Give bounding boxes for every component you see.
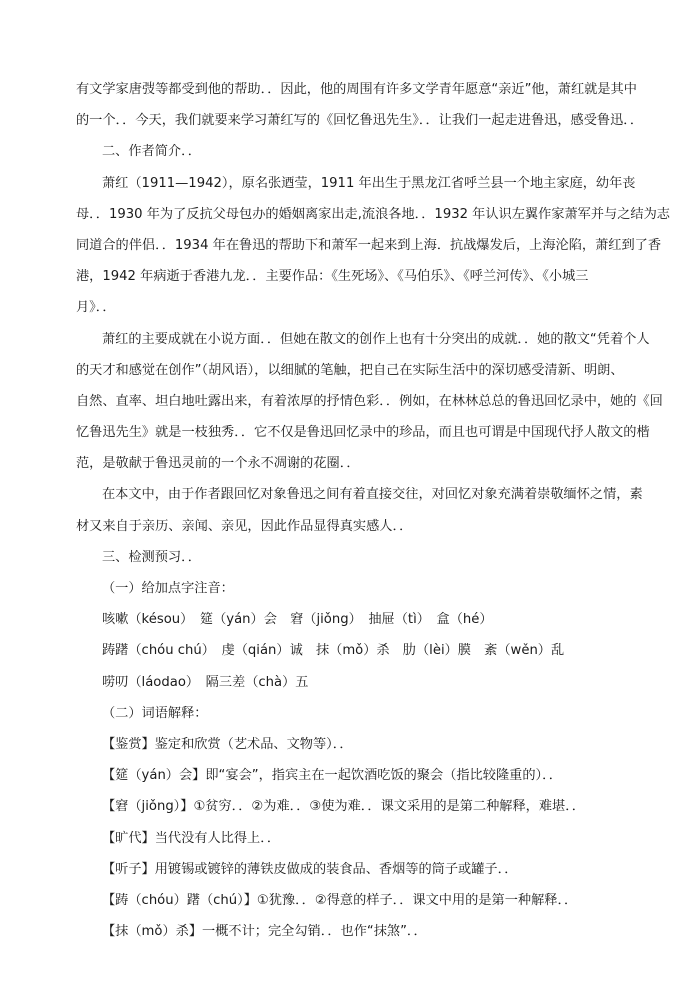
text-line: 自然、直率、坦白地吐露出来，有着浓厚的抒情色彩．．例如，在林林总总的鲁迅回忆录中，她的《回 [76, 393, 663, 409]
text-line: 母．．1930 年为了反抗父母包办的婚姻离家出走,流浪各地．．1932 年认识左翼作家萧军并与之结为志 [76, 206, 670, 222]
text-line: 在本文中，由于作者跟回忆对象鲁迅之间有着直接交往，对回忆对象充满着崇敬缅怀之情，素 [102, 487, 643, 503]
definition-line: 【鉴赏】鉴定和欣赏（艺术品、文物等）．． [102, 736, 353, 752]
pinyin-line: 唠叨（láodao） 隔三差（chà）五 [102, 674, 309, 690]
pinyin-line: 踌躇（chóu chú） 虔（qián）诚 抹（mǒ）杀 肋（lèi）膜 紊（wěn）乱 [102, 643, 565, 659]
text-line: 忆鲁迅先生》就是一枝独秀．．它不仅是鲁迅回忆录中的珍品，而且也可谓是中国现代抒人散文的楷 [76, 425, 650, 441]
text-line: 材又来自于亲历、亲闻、亲见，因此作品显得真实感人．． [76, 518, 413, 534]
text-line: 月》．． [76, 300, 116, 316]
definition-line: 【听子】用镀锡或镀锌的薄铁皮做成的装食品、香烟等的筒子或罐子．． [102, 861, 518, 877]
pinyin-line: 咳嗽（késou） 筵（yán）会 窘（jiǒng） 抽屉（tì） 盒（hé） [102, 612, 493, 628]
definition-line: 【窘（jiǒng）】①贫穷．．②为难．．③使为难．．课文采用的是第二种解释，难堪．． [102, 799, 585, 815]
text-line: 同道合的伴侣．．1934 年在鲁迅的帮助下和萧军一起来到上海．抗战爆发后，上海沦陷，萧红到了香 [76, 237, 662, 253]
subsection-heading: （二）词语解释： [102, 705, 208, 721]
definition-line: 【旷代】当代没有人比得上．． [102, 830, 281, 846]
text-line: 范，是敬献于鲁迅灵前的一个永不凋谢的花圈．． [76, 456, 360, 472]
text-line: 萧红（1911—1942），原名张迺莹，1911 年出生于黑龙江省呼兰县一个地主家庭，幼年丧 [102, 175, 636, 191]
definition-line: 【筵（yán）会】即“宴会”，指宾主在一起饮酒吃饭的聚会（指比较隆重的）．． [102, 768, 562, 784]
text-line: 的天才和感觉在创作”（胡风语），以细腻的笔触，把自己在实际生活中的深切感受清新、明朗、 [76, 362, 624, 378]
definition-line: 【踌（chóu）躇（chú）】①犹豫．．②得意的样子．．课文中用的是第一种解释．． [102, 892, 578, 908]
text-line: 的一个．．今天，我们就要来学习萧红写的《回忆鲁迅先生》．．让我们一起走进鲁迅，感受鲁迅．． [76, 113, 644, 129]
document-body [76, 74, 670, 947]
text-line: 港，1942 年病逝于香港九龙．．主要作品：《生死场》、《马伯乐》、《呼兰河传》、《小城三 [76, 269, 589, 285]
section-heading: 三、检测预习．． [102, 549, 201, 565]
subsection-heading: （一）给加点字注音： [102, 581, 234, 596]
definition-line: 【抹（mǒ）杀】一概不计；完全勾销．．也作“抹煞”．． [102, 924, 427, 940]
text-line: 有文学家唐弢等都受到他的帮助．．因此，他的周围有许多文学青年愿意“亲近”他，萧红就是其中 [76, 82, 637, 97]
text-line: 萧红的主要成就在小说方面．．但她在散文的创作上也有十分突出的成就．．她的散文“凭着个人 [102, 331, 650, 347]
section-heading: 二、作者简介．． [102, 144, 201, 160]
